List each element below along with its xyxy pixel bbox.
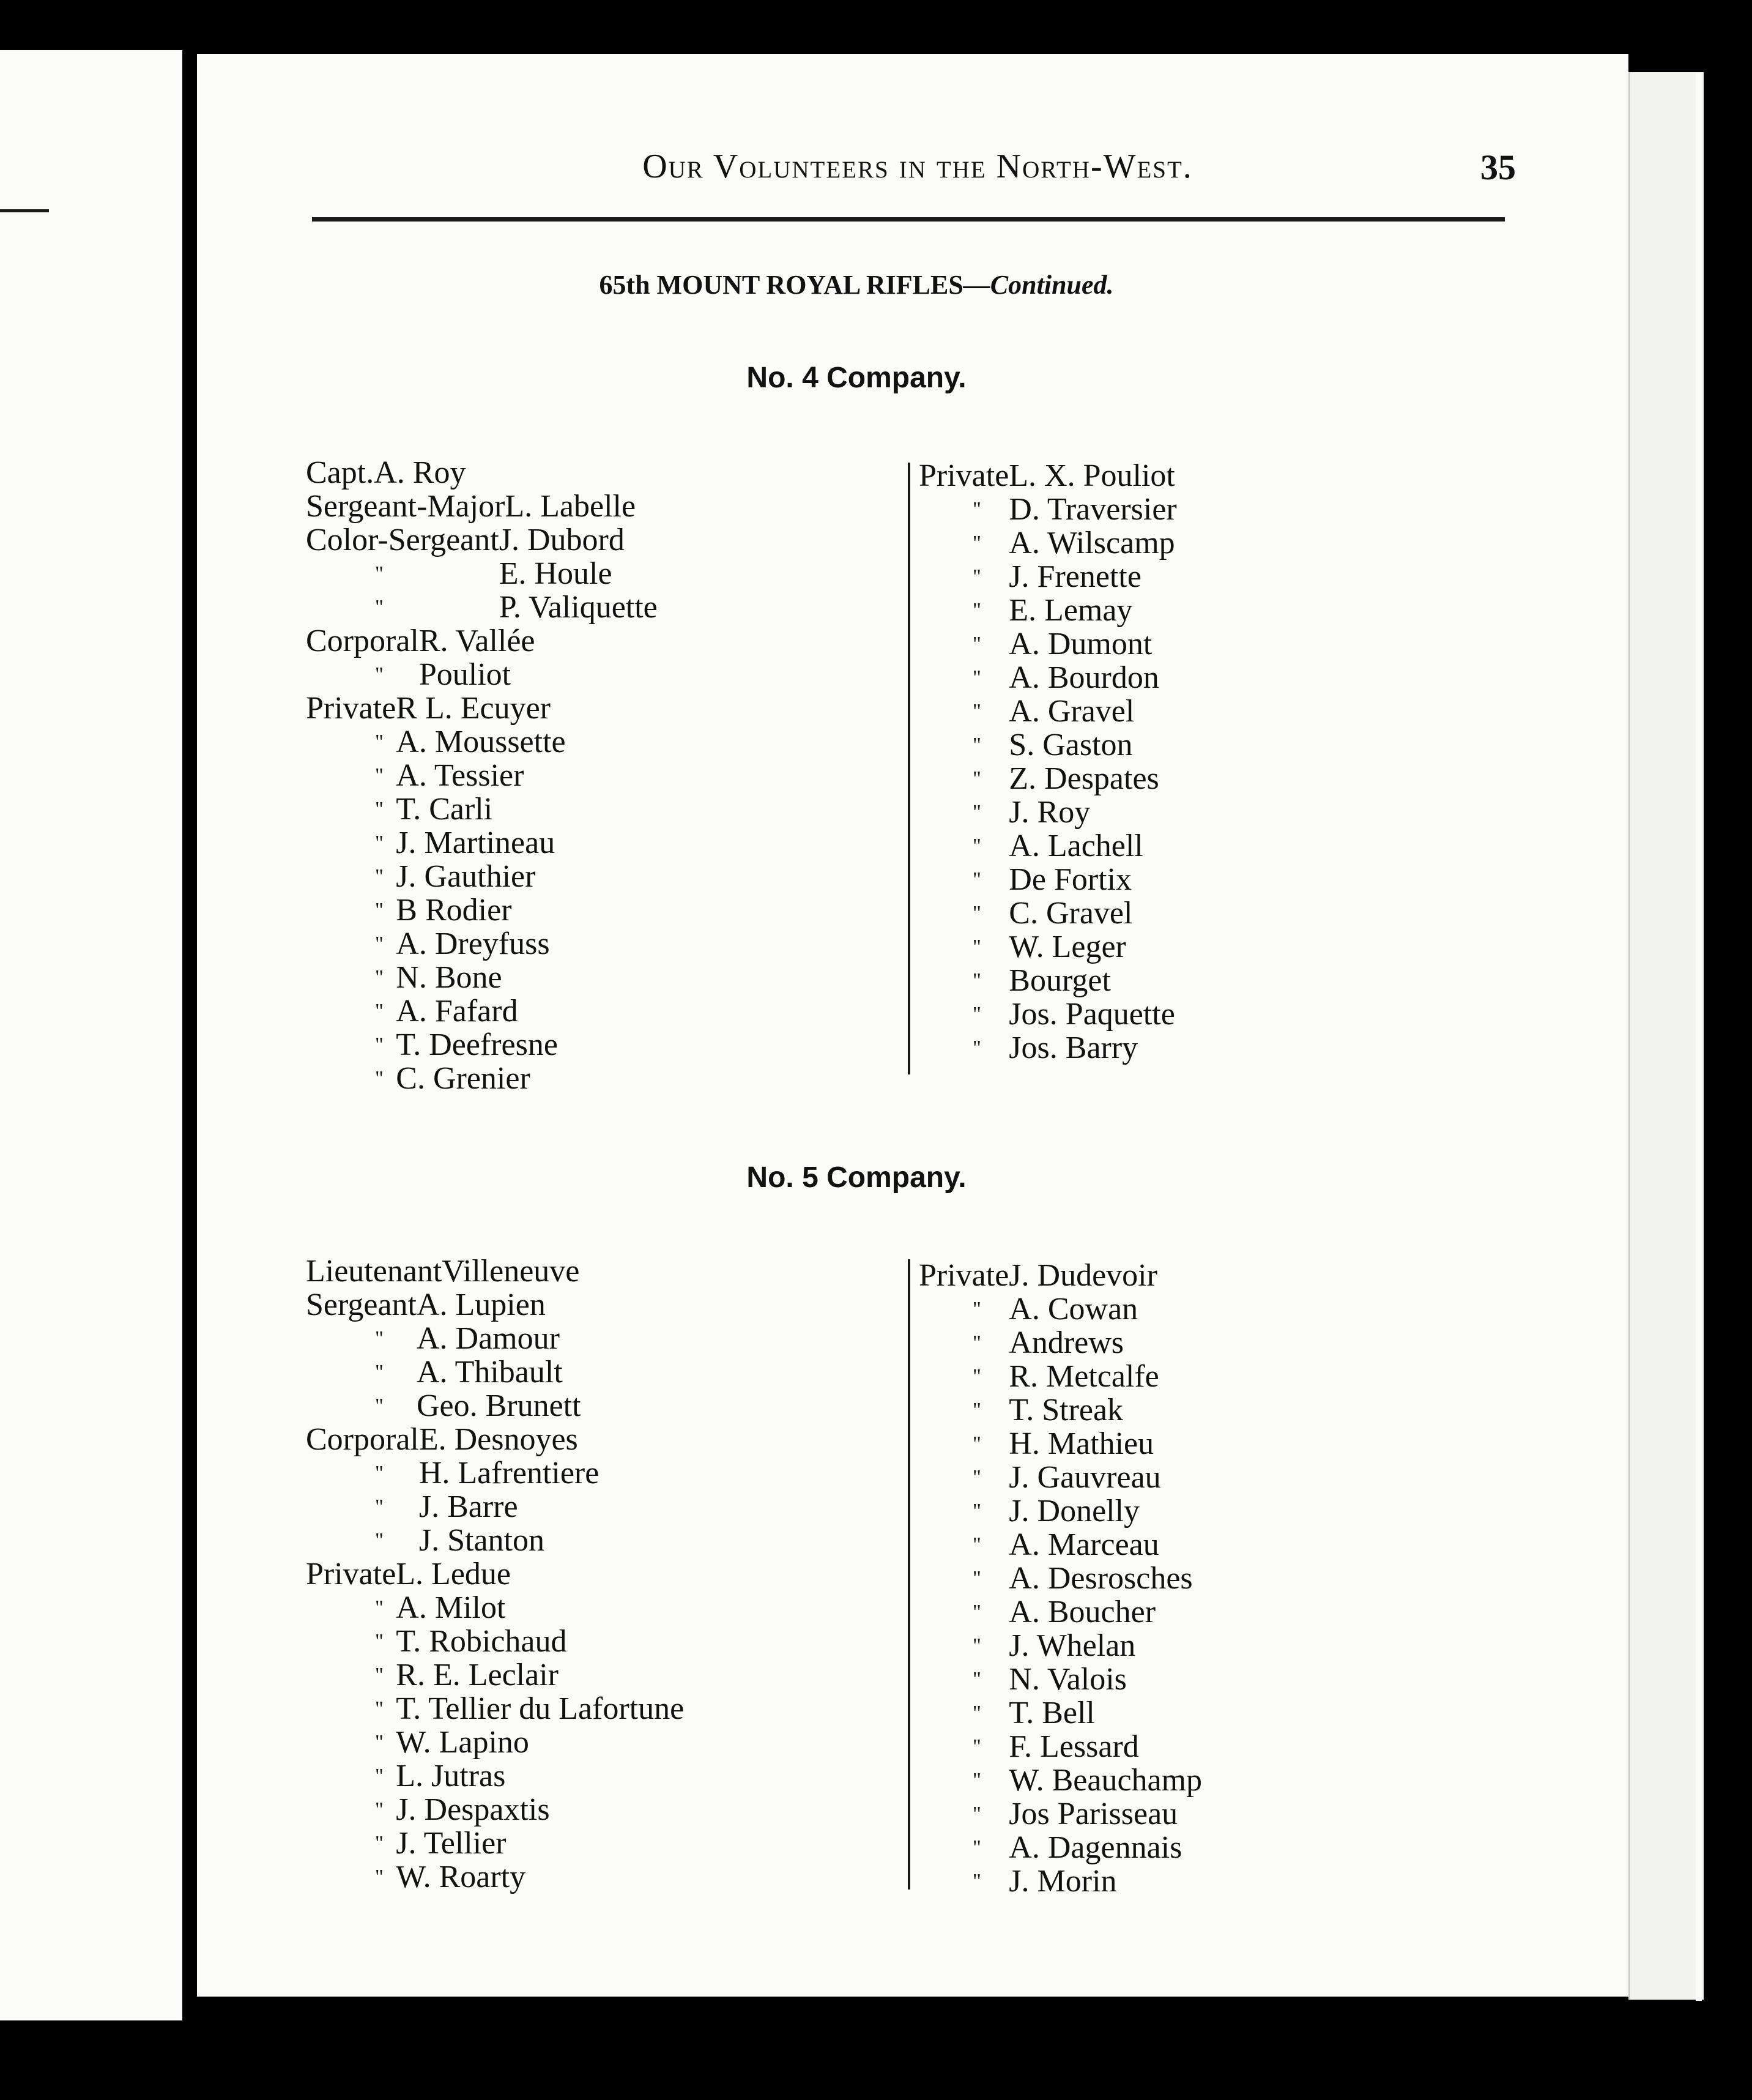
soldier-name: De Fortix <box>1009 862 1132 897</box>
roster-entry <box>919 694 1175 728</box>
ditto-mark: " <box>375 1067 384 1090</box>
roster-entry <box>306 1423 579 1456</box>
soldier-name: Jos. Barry <box>1009 1030 1138 1065</box>
ditto-mark: " <box>973 1365 981 1388</box>
soldier-name: P. Valiquette <box>499 590 658 625</box>
soldier-name: W. Leger <box>1009 929 1126 964</box>
roster-entry <box>306 994 636 1028</box>
ditto-mark: " <box>973 868 981 891</box>
roster-entry <box>919 1797 1178 1831</box>
facing-page <box>0 50 182 2020</box>
roster-entry <box>306 1062 636 1095</box>
soldier-name: A. Moussette <box>396 724 566 759</box>
soldier-name: Geo. Brunett <box>416 1388 581 1423</box>
ditto-mark: " <box>973 1735 981 1758</box>
soldier-name: Andrews <box>1009 1325 1124 1360</box>
soldier-name: J. Gauvreau <box>1009 1460 1161 1495</box>
company-5-heading: No. 5 Company. <box>746 1161 967 1194</box>
roster-entry <box>306 961 636 994</box>
roster-entry <box>306 1456 599 1491</box>
rank-label: Private <box>306 1557 396 1592</box>
roster-entry <box>306 1028 636 1062</box>
ditto-mark: " <box>375 832 384 854</box>
roster-entry <box>919 1830 1182 1865</box>
roster-entry <box>919 594 1175 627</box>
ditto-mark: " <box>375 1664 384 1686</box>
ditto-mark: " <box>973 801 981 824</box>
soldier-name: W. Lapino <box>396 1725 529 1760</box>
roster-entry <box>306 759 636 792</box>
roster-entry <box>919 1595 1157 1629</box>
roster-entry <box>919 1662 1157 1696</box>
rank-label: Private <box>919 1258 1009 1293</box>
roster-entry <box>919 1360 1157 1393</box>
roster-entry <box>306 1726 579 1759</box>
soldier-name: C. Gravel <box>1009 896 1133 931</box>
roster-entry <box>919 459 1175 493</box>
running-head: Our Volunteers in the North-West. <box>642 147 1193 185</box>
soldier-name: L. Labelle <box>505 489 636 524</box>
soldier-name: T. Carli <box>396 792 493 827</box>
ditto-mark: " <box>973 1298 981 1320</box>
ditto-mark: " <box>973 767 981 790</box>
roster-entry <box>919 930 1175 964</box>
section-title-text: 65th MOUNT ROYAL RIFLES <box>599 270 963 300</box>
soldier-name: J. Morin <box>1009 1864 1117 1899</box>
ditto-mark: " <box>973 1003 981 1026</box>
roster-entry <box>306 658 636 691</box>
soldier-name: J. Donelly <box>1009 1494 1140 1528</box>
soldier-name: F. Lessard <box>1009 1729 1139 1764</box>
roster-entry <box>306 1691 685 1726</box>
soldier-name: A. Bourdon <box>1009 660 1159 695</box>
ditto-mark: " <box>375 899 384 922</box>
roster-entry <box>306 1254 579 1288</box>
roster-entry <box>919 560 1175 594</box>
roster-entry <box>306 1826 579 1860</box>
roster-entry <box>919 1292 1157 1326</box>
soldier-name: Pouliot <box>418 657 511 692</box>
soldier-name: D. Traversier <box>1009 492 1177 527</box>
ditto-mark: " <box>375 1361 384 1383</box>
ditto-mark: " <box>973 700 981 723</box>
ditto-mark: " <box>973 936 981 958</box>
soldier-name: J. Gauthier <box>396 859 536 894</box>
ditto-mark: " <box>973 498 981 521</box>
rank-label: Private <box>306 691 396 726</box>
soldier-name: T. Robichaud <box>396 1624 567 1659</box>
soldier-name: L. Ledue <box>396 1557 511 1592</box>
ditto-mark: " <box>973 734 981 756</box>
company-4-left-column <box>306 455 658 1096</box>
roster-entry <box>919 1696 1157 1730</box>
roster-entry <box>306 1625 579 1658</box>
roster-entry <box>919 526 1175 560</box>
ditto-mark: " <box>375 1596 384 1619</box>
soldier-name: N. Valois <box>1009 1662 1127 1697</box>
roster-entry <box>919 1427 1157 1461</box>
soldier-name: J. Roy <box>1009 795 1091 830</box>
ditto-mark: " <box>973 1836 981 1859</box>
soldier-name: A. Marceau <box>1009 1527 1159 1562</box>
soldier-name: R. Metcalfe <box>1009 1359 1159 1394</box>
ditto-mark: " <box>375 1327 384 1350</box>
soldier-name: S. Gaston <box>1009 728 1133 762</box>
company-5-column-rule <box>908 1259 910 1890</box>
roster-entry <box>306 1490 579 1524</box>
ditto-mark: " <box>973 1533 981 1556</box>
roster-entry <box>306 1524 579 1557</box>
ditto-mark: " <box>375 1832 384 1855</box>
company-4-heading: No. 4 Company. <box>746 362 967 394</box>
roster-entry <box>306 1591 579 1625</box>
company-5-left-column <box>306 1254 685 1894</box>
ditto-mark: " <box>375 1033 384 1056</box>
roster-entry <box>919 1393 1157 1427</box>
soldier-name: A. Gravel <box>1009 694 1135 729</box>
roster-entry <box>919 795 1175 829</box>
soldier-name: A. Fafard <box>396 994 518 1029</box>
ditto-mark: " <box>973 1399 981 1421</box>
soldier-name: T. Bell <box>1009 1696 1095 1730</box>
roster-entry <box>306 1759 579 1793</box>
ditto-mark: " <box>375 1529 384 1552</box>
soldier-name: J. Frenette <box>1009 559 1141 594</box>
ditto-mark: " <box>973 633 981 655</box>
roster-entry <box>306 1288 579 1322</box>
ditto-mark: " <box>973 1769 981 1792</box>
soldier-name: A. Dumont <box>1009 627 1153 661</box>
soldier-name: L. X. Pouliot <box>1009 458 1175 493</box>
roster-entry <box>306 725 636 759</box>
soldier-name: C. Grenier <box>396 1061 530 1096</box>
ditto-mark: " <box>375 966 384 989</box>
ditto-mark: " <box>375 1000 384 1022</box>
soldier-name: J. Whelan <box>1009 1628 1136 1663</box>
roster-entry <box>919 627 1175 661</box>
roster-entry <box>306 557 636 590</box>
soldier-name: Jos. Paquette <box>1009 997 1175 1032</box>
ditto-mark: " <box>973 532 981 554</box>
soldier-name: J. Stanton <box>418 1523 544 1558</box>
roster-entry <box>306 456 636 490</box>
ditto-mark: " <box>375 1866 384 1888</box>
ditto-mark: " <box>375 596 384 619</box>
roster-entry <box>919 1629 1157 1662</box>
roster-entry <box>919 1864 1157 1898</box>
roster-entry <box>306 1322 579 1355</box>
ditto-mark: " <box>973 1634 981 1657</box>
ditto-mark: " <box>973 969 981 992</box>
roster-entry <box>306 624 636 658</box>
roster-entry <box>306 893 636 927</box>
soldier-name: A. Tessier <box>396 758 524 793</box>
section-title <box>428 269 1285 300</box>
soldier-name: T. Tellier du Lafortune <box>396 1691 685 1726</box>
roster-entry <box>306 523 636 557</box>
soldier-name: J. Martineau <box>396 825 555 860</box>
soldier-name: J. Tellier <box>396 1826 507 1861</box>
soldier-name: J. Dubord <box>499 523 625 557</box>
ditto-mark: " <box>375 798 384 821</box>
soldier-name: T. Deefresne <box>396 1027 558 1062</box>
soldier-name: A. Dagennais <box>1009 1830 1182 1865</box>
roster-entry <box>306 826 636 860</box>
page-edge <box>1628 72 1704 2000</box>
header-rule <box>312 217 1505 222</box>
ditto-mark: " <box>973 1331 981 1354</box>
soldier-name: R. Vallée <box>418 624 535 658</box>
roster-entry <box>919 661 1175 694</box>
ditto-mark: " <box>375 1731 384 1754</box>
rank-label: Sergeant <box>306 1287 417 1322</box>
ditto-mark: " <box>973 1567 981 1590</box>
soldier-name: J. Despaxtis <box>396 1792 550 1827</box>
ditto-mark: " <box>973 1668 981 1691</box>
soldier-name: A. Boucher <box>1009 1595 1156 1629</box>
soldier-name: L. Jutras <box>396 1759 506 1793</box>
page-edge-strip <box>1696 73 1702 2001</box>
rank-label: Sergeant-Major <box>306 489 505 524</box>
soldier-name: A. Dreyfuss <box>396 926 550 961</box>
roster-entry <box>306 1658 579 1692</box>
page-number: 35 <box>1480 147 1516 187</box>
soldier-name: W. Roarty <box>396 1860 526 1894</box>
roster-entry <box>306 860 636 893</box>
rank-label: Private <box>919 458 1009 493</box>
soldier-name: Bourget <box>1009 963 1111 998</box>
ditto-mark: " <box>375 764 384 787</box>
soldier-name: A. Roy <box>374 455 466 490</box>
ditto-mark: " <box>375 663 384 686</box>
ditto-mark: " <box>973 902 981 925</box>
soldier-name: B Rodier <box>396 893 512 928</box>
roster-entry <box>919 1528 1157 1562</box>
roster-entry <box>919 1730 1157 1763</box>
soldier-name: A. Milot <box>396 1590 506 1625</box>
roster-entry <box>306 1389 579 1423</box>
ditto-mark: " <box>375 933 384 955</box>
roster-entry <box>306 1860 579 1894</box>
roster-entry <box>306 1355 579 1389</box>
roster-entry <box>306 490 636 523</box>
roster-entry <box>919 997 1175 1031</box>
ditto-mark: " <box>973 1601 981 1623</box>
soldier-name: W. Beauchamp <box>1009 1763 1203 1798</box>
company-5-right-column <box>919 1258 1203 1899</box>
ditto-mark: " <box>375 1630 384 1653</box>
soldier-name: E. Desnoyes <box>418 1422 578 1457</box>
soldier-name: E. Lemay <box>1009 593 1133 628</box>
soldier-name: H. Lafrentiere <box>418 1456 599 1491</box>
roster-entry <box>919 896 1175 930</box>
roster-entry <box>919 863 1175 896</box>
company-4-right-column <box>919 459 1175 1065</box>
roster-entry <box>919 1326 1157 1360</box>
roster-entry <box>919 762 1175 795</box>
rank-label: Corporal <box>306 624 419 658</box>
rank-label: Color-Sergeant <box>306 523 499 557</box>
ditto-mark: " <box>973 1803 981 1825</box>
soldier-name: E. Houle <box>499 556 612 591</box>
roster-entry <box>919 728 1175 762</box>
roster-entry <box>306 1557 579 1591</box>
ditto-mark: " <box>973 565 981 588</box>
soldier-name: R. E. Leclair <box>396 1658 559 1692</box>
soldier-name: J. Dudevoir <box>1009 1258 1157 1293</box>
roster-entry <box>919 1259 1157 1292</box>
ditto-mark: " <box>973 1500 981 1522</box>
ditto-mark: " <box>375 1798 384 1821</box>
ditto-mark: " <box>973 835 981 857</box>
roster-entry <box>306 590 658 625</box>
rank-label: Lieutenant <box>306 1254 442 1289</box>
ditto-mark: " <box>375 562 384 585</box>
rank-label: Capt. <box>306 455 374 490</box>
roster-entry <box>919 829 1175 863</box>
roster-entry <box>919 1494 1157 1528</box>
ditto-mark: " <box>973 1702 981 1724</box>
soldier-name: A. Damour <box>416 1321 560 1356</box>
section-title-suffix: —Continued. <box>963 270 1114 300</box>
ditto-mark: " <box>973 599 981 622</box>
soldier-name: J. Barre <box>418 1489 518 1524</box>
roster-entry <box>306 792 636 826</box>
ditto-mark: " <box>375 1765 384 1787</box>
ditto-mark: " <box>375 731 384 753</box>
soldier-name: A. Wilscamp <box>1009 526 1175 560</box>
facing-page-rule <box>0 209 49 212</box>
ditto-mark: " <box>375 1495 384 1518</box>
roster-entry <box>919 964 1175 997</box>
soldier-name: Villeneuve <box>442 1254 580 1289</box>
ditto-mark: " <box>375 1462 384 1484</box>
rank-label: Corporal <box>306 1422 419 1457</box>
soldier-name: Jos Parisseau <box>1009 1797 1178 1831</box>
soldier-name: N. Bone <box>396 960 502 995</box>
soldier-name: A. Cowan <box>1009 1292 1138 1327</box>
soldier-name: H. Mathieu <box>1009 1426 1154 1461</box>
soldier-name: R L. Ecuyer <box>396 691 551 726</box>
roster-entry <box>306 691 636 725</box>
ditto-mark: " <box>973 1432 981 1455</box>
ditto-mark: " <box>973 1037 981 1059</box>
ditto-mark: " <box>973 1466 981 1489</box>
roster-entry <box>919 1031 1175 1065</box>
ditto-mark: " <box>375 865 384 888</box>
soldier-name: Z. Despates <box>1009 761 1159 796</box>
ditto-mark: " <box>375 1697 384 1720</box>
roster-entry <box>919 1460 1161 1495</box>
soldier-name: A. Desrosches <box>1009 1561 1193 1596</box>
roster-entry <box>919 493 1175 526</box>
soldier-name: A. Lupien <box>416 1287 546 1322</box>
soldier-name: T. Streak <box>1009 1393 1124 1428</box>
roster-entry <box>919 1763 1203 1798</box>
ditto-mark: " <box>973 1870 981 1893</box>
soldier-name: A. Lachell <box>1009 828 1143 863</box>
company-4-column-rule <box>908 463 910 1074</box>
roster-entry <box>919 1561 1193 1596</box>
ditto-mark: " <box>973 666 981 689</box>
roster-entry <box>306 927 636 961</box>
ditto-mark: " <box>375 1394 384 1417</box>
roster-entry <box>306 1793 579 1826</box>
soldier-name: A. Thibault <box>416 1355 563 1390</box>
